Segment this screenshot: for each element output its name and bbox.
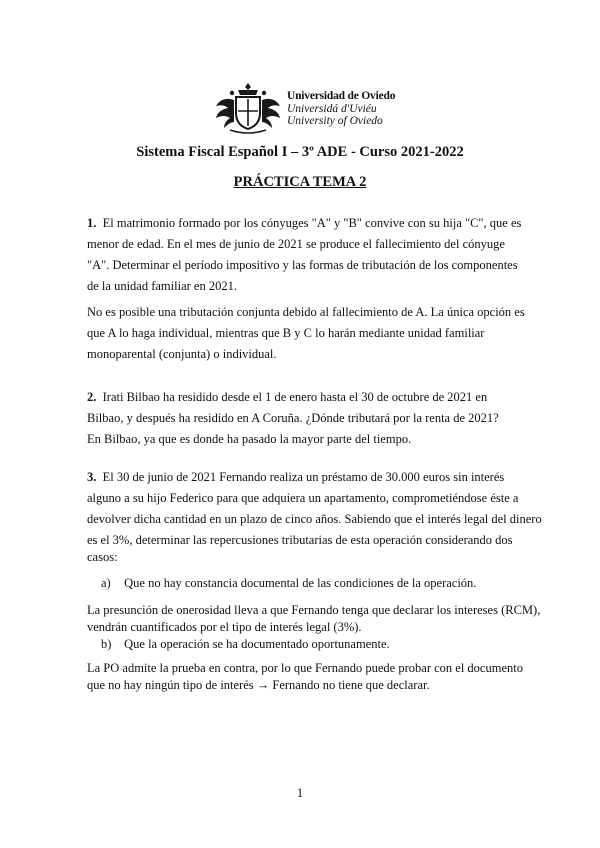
question-text: de la unidad familiar en 2021. (87, 279, 237, 293)
answer-text: La PO admite la prueba en contra, por lo que Fernando puede probar con el documento (87, 661, 523, 675)
question-3 (87, 467, 542, 564)
question-1 (87, 213, 522, 297)
question-text: Irati Bilbao ha residido desde el 1 de enero hasta el 30 de octubre de 2021 en (102, 390, 488, 404)
course-title: Sistema Fiscal Español I – 3º ADE - Curso 2021-2022 (136, 144, 464, 160)
answer-text: En Bilbao, ya que es donde ha pasado la mayor parte del tiempo. (87, 432, 412, 446)
question-number: 3. (87, 470, 97, 484)
case-text: Que la operación se ha documentado oportunamente. (124, 637, 390, 651)
case-text: Que no hay constancia documental de las condiciones de la operación. (124, 576, 477, 590)
answer-text: vendrán cuantificados por el tipo de interés legal (3%). (87, 620, 362, 634)
question-text: casos: (87, 550, 118, 564)
answer-text: No es posible una tributación conjunta debido al fallecimiento de A. La única opción es (87, 305, 525, 319)
case-a-answer (87, 602, 540, 636)
page-number: 1 (296, 786, 304, 800)
answer-1 (87, 302, 525, 365)
question-text: El matrimonio formado por los cónyuges "A" y "B" convive con su hija "C", que es (102, 216, 522, 230)
university-name-ast: Universidá d'Uviéu (287, 102, 377, 115)
question-2 (87, 387, 514, 450)
university-name-en: University of Oviedo (287, 115, 383, 127)
case-b-answer (87, 660, 523, 694)
question-text: es el 3%, determinar las repercusiones tributarias de esta operación considerando dos (87, 533, 513, 547)
question-text: menor de edad. En el mes de junio de 2021 se produce el fallecimiento del cónyuge (87, 237, 505, 251)
practice-title: PRÁCTICA TEMA 2 (233, 174, 367, 190)
case-b (101, 636, 390, 653)
university-name (287, 90, 395, 128)
case-label: b) (101, 637, 112, 651)
question-text: Bilbao, y después ha residido en A Coruña. ¿Dónde tributará por la renta de 2021? (87, 411, 499, 425)
answer-text: monoparental (conjunta) o individual. (87, 347, 277, 361)
question-number: 1. (87, 216, 97, 230)
question-text: "A". Determinar el período impositivo y las formas de tributación de los componentes (87, 258, 518, 272)
university-name-es: Universidad de Oviedo (287, 90, 396, 102)
question-text: devolver dicha cantidad en un plazo de cinco años. Sabiendo que el interés legal del dinero (87, 512, 542, 526)
answer-text: que A lo haga individual, mientras que B y C lo harán mediante unidad familiar (87, 326, 485, 340)
university-coat-of-arms-icon (212, 80, 284, 134)
question-text: El 30 de junio de 2021 Fernando realiza un préstamo de 30.000 euros sin interés (102, 470, 505, 484)
answer-text: La presunción de onerosidad lleva a que Fernando tenga que declarar los intereses (RCM), (87, 603, 541, 617)
answer-text: que no hay ningún tipo de interés → Fernando no tiene que declarar. (87, 678, 430, 692)
case-label: a) (101, 576, 111, 590)
question-number: 2. (87, 390, 97, 404)
case-a (101, 575, 476, 592)
question-text: alguno a su hijo Federico para que adquiera un apartamento, comprometiéndose éste a (87, 491, 519, 505)
